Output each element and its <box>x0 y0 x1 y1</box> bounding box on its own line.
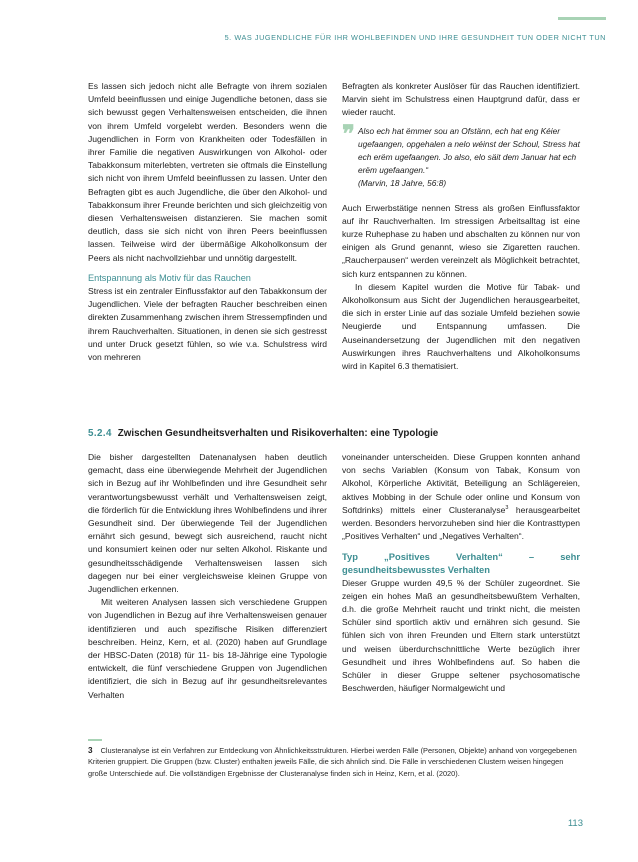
body-paragraph: Befragten als konkreter Auslöser für das Rauchen identifiziert. Marvin sieht im Schulstress einen Hauptgrund dafür, dass er wieder raucht. <box>342 81 580 118</box>
lower-left-column <box>88 451 327 702</box>
upper-left-column <box>88 80 327 364</box>
header-accent-rule <box>558 17 606 20</box>
upper-right-column <box>342 80 580 373</box>
body-paragraph: Auch Erwerbstätige nennen Stress als großen Einflussfaktor auf ihr Rauchverhalten. Im stressigen Arbeitsalltag ist eine kurze Ruhephase zu haben und abschalten zu können nur von einigen als Grund genannt, wieso sie Zigaretten rauchen. „Raucherpausen“ werden vereinzelt als Möglichkeit betrachtet, sich kurz entspannen zu können. <box>342 202 580 279</box>
footnote-reference[interactable]: 3 <box>505 504 509 511</box>
section-number: 5.2.4 <box>88 428 112 439</box>
body-paragraph: Es lassen sich jedoch nicht alle Befragte von ihrem sozialen Umfeld beeinflussen und einige Jugendliche betonen, dass sie sich bewusst gegen Verhaltensweisen entscheiden, die ihnen von ihrem Umfeld vorgelebt werden. Besonders wenn die Jugendlichen in Form von Krankheiten oder Todesfällen in ihrer Familie die negativen Auswirkungen von Alkohol- oder Tabakkonsum miterlebten, vertreten sie oftmals die Einstellung sich nicht von ihrem Umfeld beeinflussen zu lassen. Unter den Befragten gibt es auch Jugendliche, die über den Alkohol- und Tabakkonsum ihrer Freunde berichten und sich gleichzeitig von diesen Verhaltensweisen distanzieren. Sie machen somit deutlich, dass sie sich nicht von ihren Peers beeinflussen lassen. Teilweise wird der übermäßige Alkoholkonsum der Peers als nicht nachvollziehbar und unnötig dargestellt. <box>88 81 327 263</box>
body-text: voneinander unterscheiden. Diese Gruppen konnten anhand von sechs Variablen (Konsum von Tabak, Konsum von Alkohol, Körperliche Aktivität, Beteiligung an Schlägereien, aktives Mobbing in der Schule oder online und Konsum von Softdrinks) mittels einer Clusteranalyse <box>342 452 580 515</box>
body-paragraph <box>342 451 580 543</box>
footnote-rule <box>88 739 102 741</box>
interview-quote <box>342 118 580 191</box>
body-paragraph: Stress ist ein zentraler Einflussfaktor auf den Tabakkonsum der Jugendlichen. Viele der befragten Raucher beschreiben einen direkten Zusammenhang zwischen ihrem Stressempfinden und ihrem Rauchverhalten. Situationen, in denen sie sich gestresst und unter Druck gesetzt fühlen, so wie v.a. Schulstress wird von mehreren <box>88 286 327 363</box>
body-text: herausgearbeitet werden. Besonders hervorzuheben sind hier die Kontrasttypen „Positives Verhalten“ und „Negatives Verhalten“. <box>342 504 580 542</box>
running-header: 5. WAS JUGENDLICHE FÜR IHR WOHLBEFINDEN UND IHRE GESUNDHEIT TUN ODER NICHT TUN <box>224 33 606 42</box>
footnote-number: 3 <box>88 746 93 755</box>
subheading-entspannung: Entspannung als Motiv für das Rauchen <box>88 272 251 283</box>
lower-right-column <box>342 451 580 695</box>
body-paragraph: In diesem Kapitel wurden die Motive für Tabak- und Alkoholkonsum aus Sicht der Jugendlichen herausgearbeitet, die sich in erster Linie auf das soziale Umfeld beziehen sowie Neugierde und Entspannung umfassen. Die Auseinandersetzung der Jugendlichen mit den negativen Auswirkungen ihres Rauchverhaltens und Alkoholkonsums wird in Kapitel 6.3 thematisiert. <box>342 281 580 372</box>
quote-text: Also ech hat ëmmer sou an Ofstänn, ech hat eng Kéier ugefaangen, opgehalen a nelo wéinst der Schoul, Stress hat ech erëm ugefaangen. Jo also, elo säit dem Januar hat ech erëm ugefaangen.“ <box>358 125 580 176</box>
quote-source: (Marvin, 18 Jahre, 56:8) <box>358 178 447 189</box>
subheading-positives-verhalten: Typ „Positives Verhalten“ – sehr gesundheitsbewusstes Verhalten <box>342 551 580 576</box>
footnote-text: Clusteranalyse ist ein Verfahren zur Entdeckung von Ähnlichkeitsstrukturen. Hierbei werden Fälle (Personen, Objekte) anhand von vorgegebenen Kriterien gruppiert. Die Gruppen (bzw. Cluster) enthalten jeweils Fälle, die sich ähnlich sind. Die Fälle in verschiedenen Clustern weisen hingegen große Unterschiede auf. Die vollständigen Ergebnisse der Clusteranalyse finden sich in Heinz, Kern, et al. (2020). <box>88 746 577 778</box>
section-title: Zwischen Gesundheitsverhalten und Risikoverhalten: eine Typologie <box>117 428 439 439</box>
quote-mark-icon: ❞ <box>342 118 355 148</box>
footnote <box>88 745 580 779</box>
body-paragraph: Die bisher dargestellten Datenanalysen haben deutlich gemacht, dass eine überwiegende Mehrheit der Jugendlichen sich in Bezug auf ihr Wohlbefinden und ihre Gesundheit sehr verantwortungsbewusst verhält und Verhaltensweisen zeigt, die förderlich für die Entwicklung ihres Wohlbefindens und ihrer Gesundheit sind. Der überwiegende Teil der Jugendlichen ernährt sich gesund, bewegt sich ausreichend, raucht nicht und konsumiert keinen oder nur selten Alkohol. Riskante und gesundheitsschädigende Verhaltensweisen lassen sich dagegen nur bei einer vergleichsweise kleinen Gruppe von Jugendlichen erkennen. <box>88 452 327 595</box>
body-paragraph: Dieser Gruppe wurden 49,5 % der Schüler zugeordnet. Sie zeigen ein hohes Maß an gesundheitsbewußtem Verhalten, d.h. die große Mehrheit raucht und trinkt nicht, die meisten Schüler sind sportlich aktiv und ernähren sich gesund. Sie fühlen sich von ihren Freunden und Eltern stark unterstützt und weisen überdurchschnittliche Werte bezüglich ihrer Gesundheit und ihres Wohlbefindens auf. So haben die Schüler in dieser Gruppe seltener psychosomatische Beschwerden, häufiger Normalgewicht und <box>342 577 580 694</box>
page-number: 113 <box>567 818 583 829</box>
body-paragraph: Mit weiteren Analysen lassen sich verschiedene Gruppen von Jugendlichen in Bezug auf ihre Verhaltensweisen genauer identifizieren und auch spezifische Risiken differenziert beschreiben. Heinz, Kern, et al. (2020) haben auf Grundlage der HBSC-Daten (2018) für 11- bis 18-Jährige eine Typologie entwickelt, die fünf verschiedene Gruppen von Jugendlichen identifiziert, die sich in Bezug auf ihr gesundheitsrelevantes Verhalten <box>88 597 327 700</box>
section-heading <box>88 428 438 439</box>
